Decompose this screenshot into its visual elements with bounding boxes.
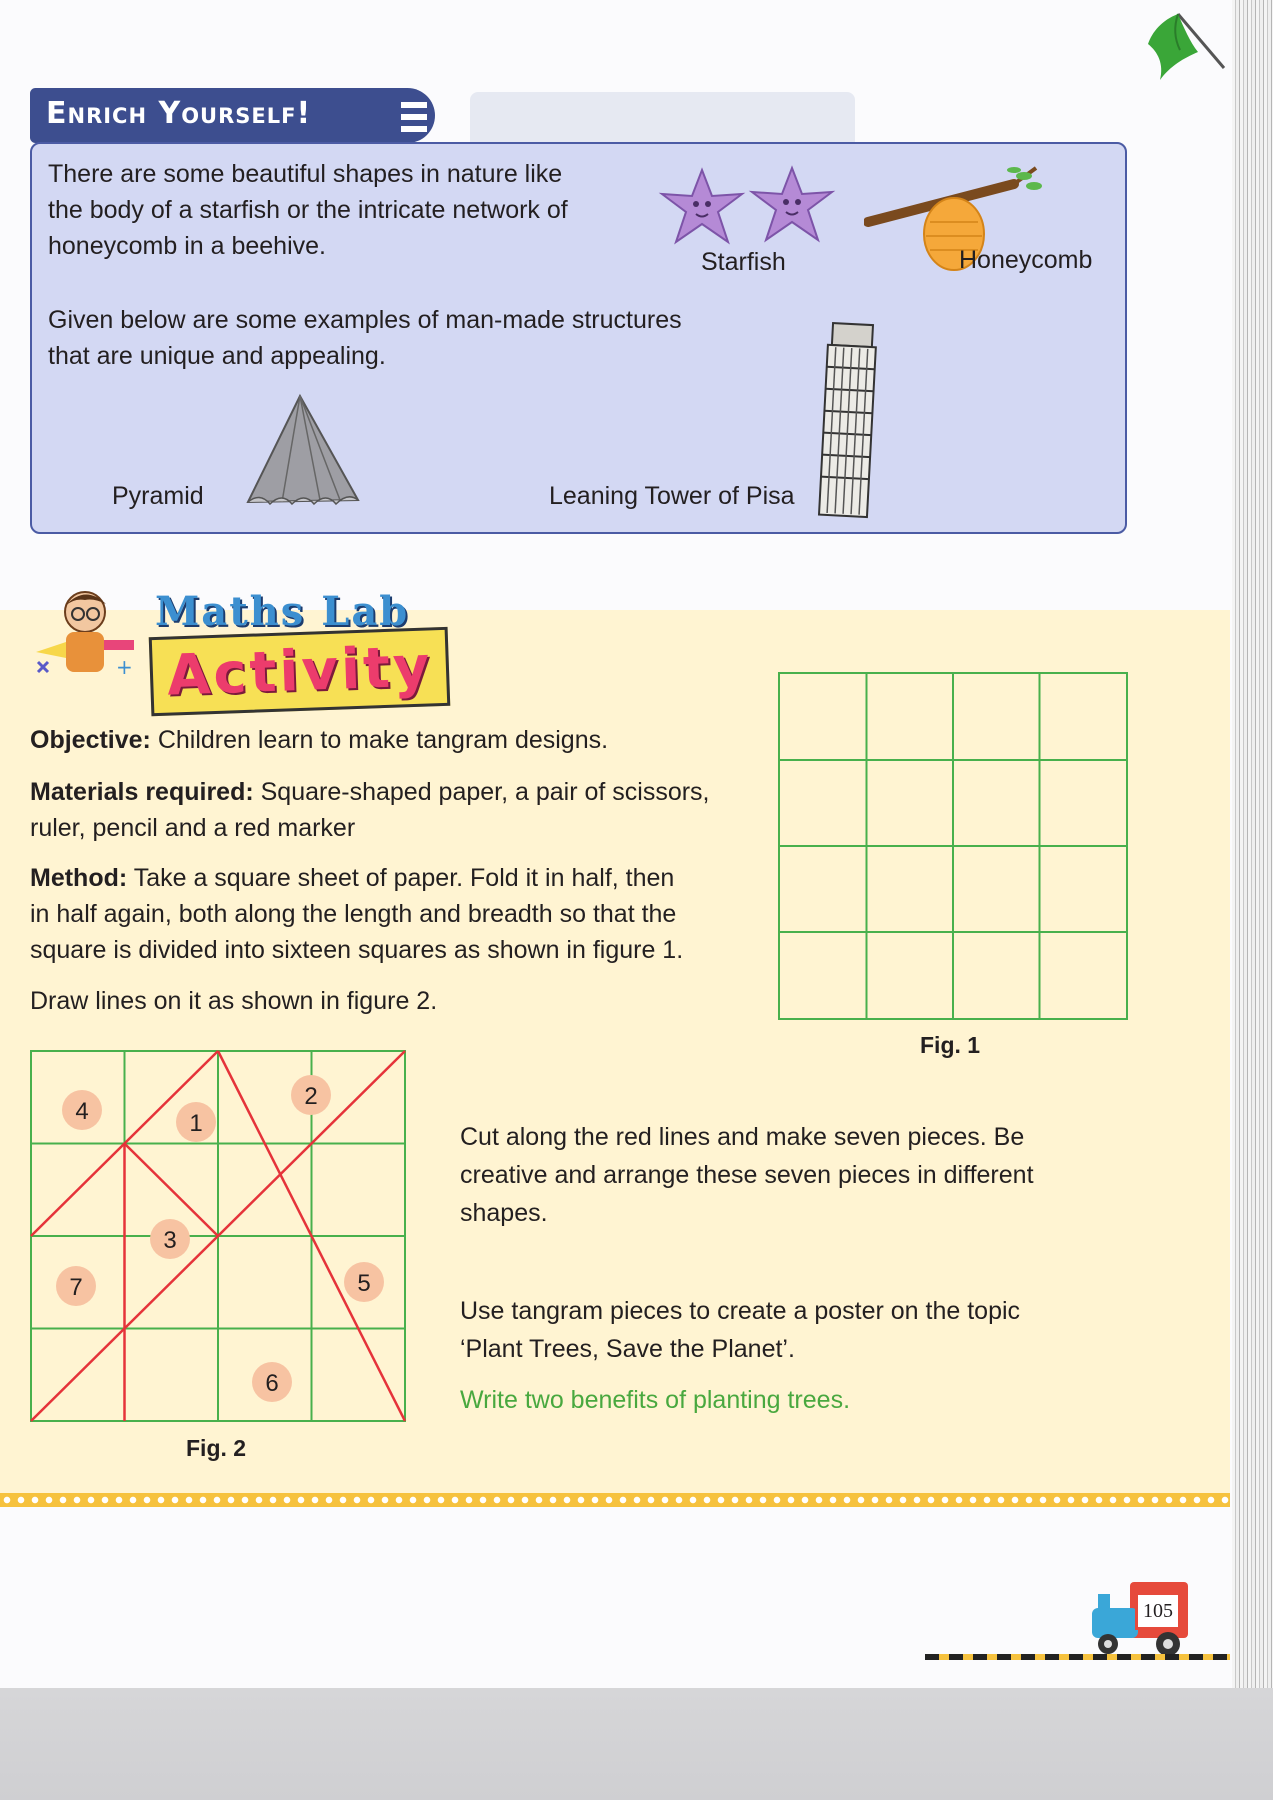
leaning-tower-icon: [814, 320, 884, 520]
tangram-number: 1: [189, 1110, 203, 1137]
cut-text-line: shapes.: [460, 1199, 548, 1227]
materials-paragraph: [30, 774, 710, 846]
method-text: Take a square sheet of paper. Fold it in half, then: [127, 864, 675, 892]
materials-text: Square-shaped paper, a pair of scissors,: [253, 778, 710, 806]
method-text: in half again, both along the length and breadth so that the: [30, 900, 677, 928]
scanner-background: [0, 1688, 1273, 1800]
pyramid-label: Pyramid: [112, 482, 204, 510]
grid-lines: [780, 674, 1126, 1018]
materials-label: Materials required:: [30, 778, 254, 806]
method-text: square is divided into sixteen squares as shown in figure 1.: [30, 936, 684, 964]
figure-2-tangram: [30, 1050, 408, 1424]
objective-text: Children learn to make tangram designs.: [150, 726, 609, 754]
pyramid-icon: [240, 392, 370, 512]
objective-line: [30, 722, 608, 758]
method-paragraph: [30, 860, 683, 968]
man-made-text-line: that are unique and appealing.: [48, 342, 386, 370]
starfish-icon: [652, 164, 862, 254]
tangram-number: 4: [75, 1098, 89, 1125]
draw-instruction: Draw lines on it as shown in figure 2.: [30, 987, 438, 1015]
cut-instruction: [460, 1118, 1034, 1232]
tangram-number: 2: [304, 1083, 318, 1110]
poster-instruction: [460, 1292, 1020, 1368]
man-made-text-line: Given below are some examples of man-made structures: [48, 306, 682, 334]
honeycomb-label: Honeycomb: [959, 246, 1093, 274]
tangram-number: 7: [69, 1274, 83, 1301]
track-line: [925, 1654, 1230, 1660]
page-number: 105: [1135, 1592, 1181, 1630]
enrich-text-line: honeycomb in a beehive.: [48, 232, 326, 260]
tangram-number: 3: [163, 1227, 177, 1254]
tangram-number: 5: [357, 1270, 371, 1297]
enrich-title: Enrich Yourself!: [46, 96, 312, 131]
tower-label: Leaning Tower of Pisa: [549, 482, 795, 510]
figure-1-grid: [778, 672, 1128, 1020]
enrich-intro-paragraph: [48, 156, 568, 264]
enrich-text-line: the body of a starfish or the intricate network of: [48, 196, 568, 224]
enrich-yourself-banner: [30, 88, 435, 143]
maths-lab-title: Maths Lab: [155, 588, 410, 635]
book-page-edges: [1232, 0, 1273, 1700]
enrich-text-line: There are some beautiful shapes in nature like: [48, 160, 563, 188]
svg-text:+: +: [116, 655, 133, 679]
figure-1-caption: Fig. 1: [920, 1032, 981, 1058]
tangram-number: 6: [265, 1370, 279, 1397]
poster-text-line: ‘Plant Trees, Save the Planet’.: [460, 1335, 795, 1363]
banner-tab-decoration: [401, 96, 427, 134]
materials-text: ruler, pencil and a red marker: [30, 814, 356, 842]
objective-label: Objective:: [30, 726, 151, 754]
dotted-divider: [0, 1493, 1230, 1507]
starfish-label: Starfish: [701, 248, 786, 276]
activity-title: Activity: [149, 627, 451, 716]
figure-2-caption: Fig. 2: [186, 1435, 247, 1461]
enrich-yourself-box: [30, 142, 1127, 534]
man-made-paragraph: [48, 302, 682, 374]
method-label: Method:: [30, 864, 128, 892]
benefits-question: Write two benefits of planting trees.: [460, 1386, 851, 1414]
cut-text-line: creative and arrange these seven pieces in different: [460, 1161, 1034, 1189]
cut-text-line: Cut along the red lines and make seven pieces. Be: [460, 1123, 1025, 1151]
flag-icon: [1140, 6, 1232, 86]
child-scientist-icon: [30, 582, 140, 682]
poster-text-line: Use tangram pieces to create a poster on the topic: [460, 1297, 1021, 1325]
